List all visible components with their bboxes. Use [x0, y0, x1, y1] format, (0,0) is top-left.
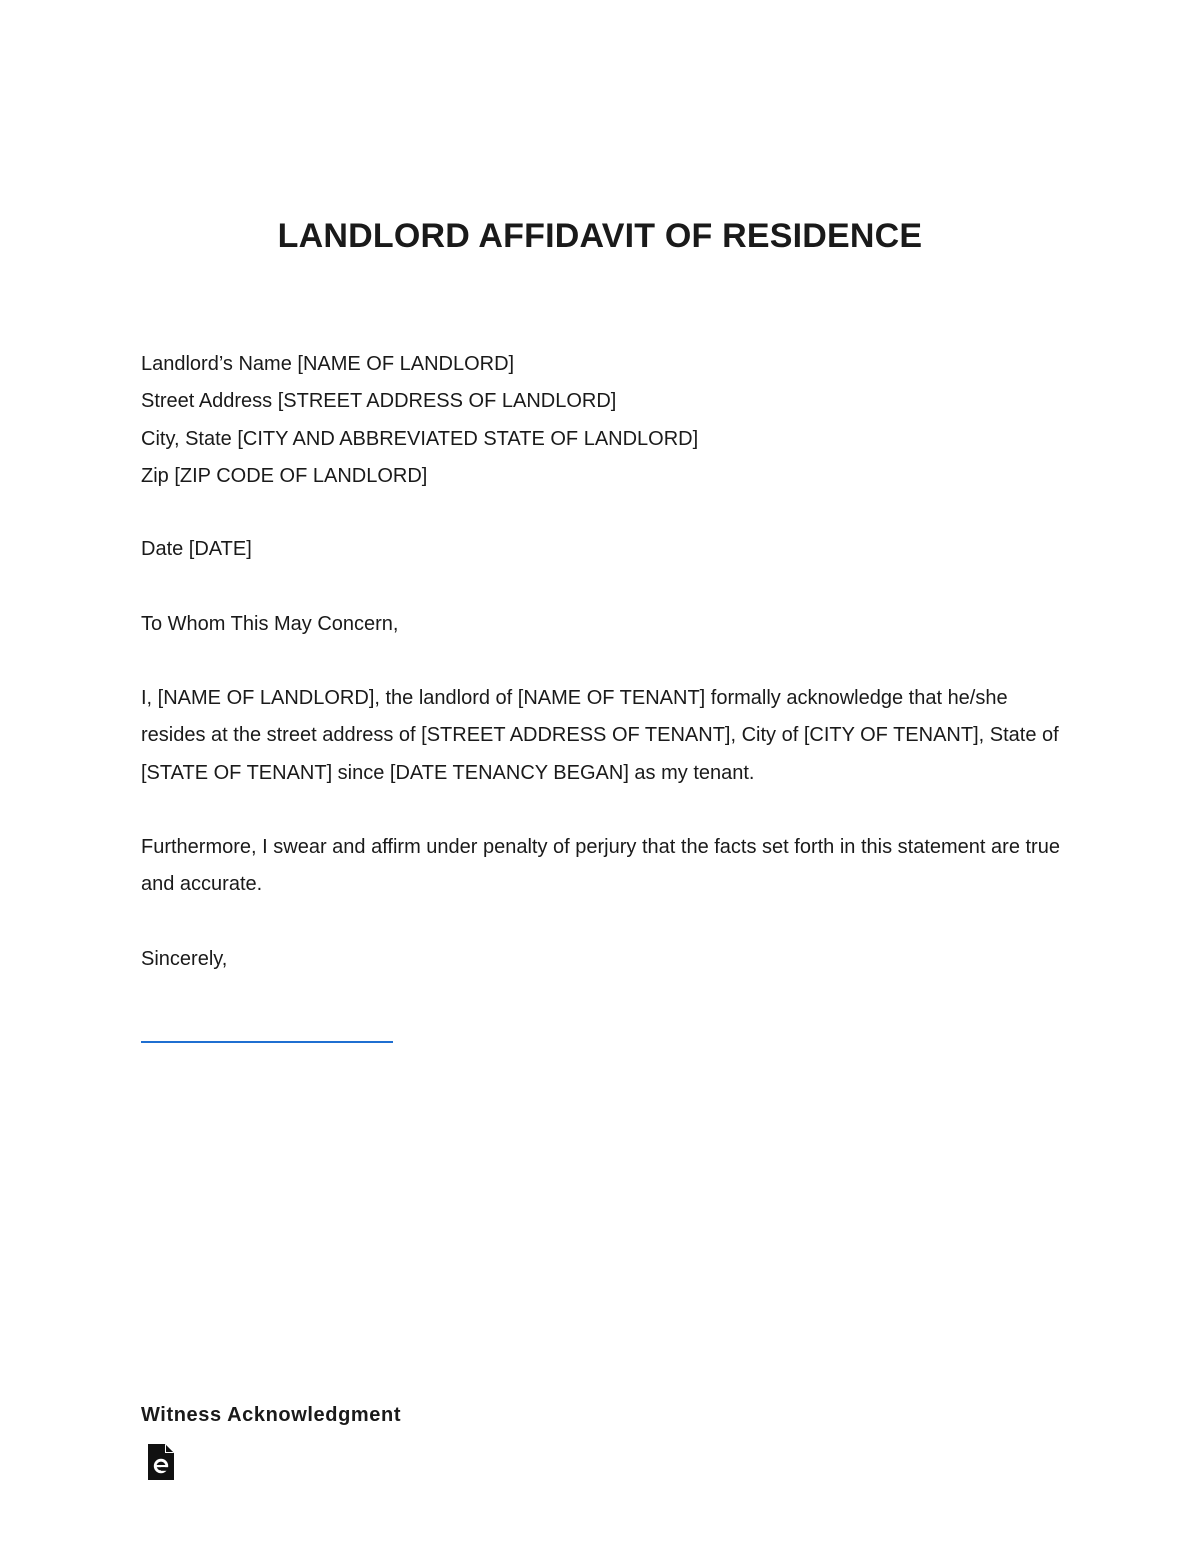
document-title: LANDLORD AFFIDAVIT OF RESIDENCE — [277, 217, 923, 255]
witness-heading: Witness Acknowledgment — [141, 1404, 402, 1426]
landlord-name-line: Landlord’s Name [NAME OF LANDLORD] — [141, 353, 515, 375]
landlord-address-block — [141, 346, 1071, 496]
salutation: To Whom This May Concern, — [141, 613, 399, 635]
street-address-line: Street Address [STREET ADDRESS OF LANDLORD] — [141, 390, 617, 413]
affirmation-paragraph: Furthermore, I swear and affirm under penalty of perjury that the facts set forth in this statement are true and accurate. — [141, 836, 1060, 896]
closing: Sincerely, — [141, 948, 228, 970]
acknowledgment-paragraph: I, [NAME OF LANDLORD], the landlord of [NAME OF TENANT] formally acknowledge that he/she resides at the street address of [STREET ADDRESS OF TENANT], City of [CITY OF TENANT], State of [STATE OF TENANT] since [DATE TENANCY BEGAN] as my tenant. — [141, 687, 1059, 784]
zip-line: Zip [ZIP CODE OF LANDLORD] — [141, 465, 428, 488]
document-e-icon — [147, 1443, 175, 1481]
city-state-line: City, State [CITY AND ABBREVIATED STATE OF LANDLORD] — [141, 427, 699, 450]
date-line: Date [DATE] — [141, 538, 252, 560]
signature-line[interactable] — [141, 1041, 393, 1043]
